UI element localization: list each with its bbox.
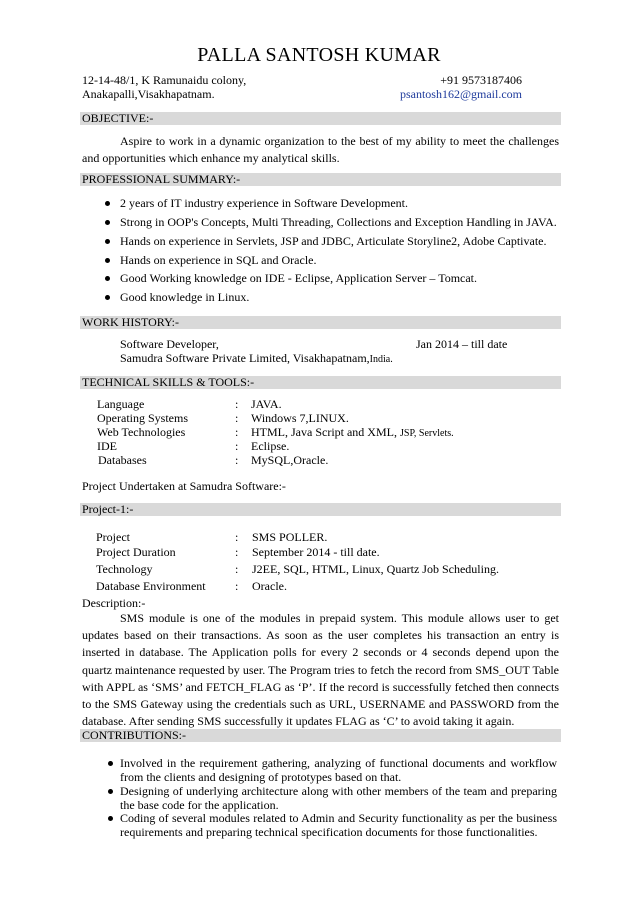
bullet-icon — [105, 201, 110, 206]
company-country: India. — [369, 354, 393, 365]
skill-label: Operating Systems — [97, 411, 188, 425]
skill-separator: : — [235, 411, 239, 425]
candidate-name: PALLA SANTOSH KUMAR — [197, 44, 441, 66]
project-value: September 2014 - till date. — [252, 545, 380, 559]
bullet-icon — [105, 239, 110, 244]
address-line-2: Anakapalli,Visakhapatnam. — [82, 87, 215, 101]
work-history-heading: WORK HISTORY:- — [80, 316, 561, 329]
project-separator: : — [235, 545, 239, 559]
project-description: SMS module is one of the modules in prepaid system. This module allows user to get updates based on their transactions. As soon as the user completes his transaction an entry is inserted in database. The Application polls for every 2 seconds or 4 seconds depend upon the quartz maintenance requested by user. The Program tries to fetch the record from SMS_OUT Table with APPL as ‘SMS’ and FETCH_FLAG as ‘P’. If the record is successfully fetched then connects to the SMS Gateway using the credentials such as URL, USERNAME and PASSWORD from the database. After sending SMS successfully it updates FLAG as ‘C’ to avoid taking it again. — [82, 611, 559, 729]
skills-heading: TECHNICAL SKILLS & TOOLS:- — [80, 376, 561, 389]
skill-value: HTML, Java Script and XML, JSP, Servlets. — [251, 425, 454, 439]
project-heading: Project-1:- — [80, 503, 561, 516]
project-label: Project Duration — [96, 545, 176, 559]
skill-separator: : — [235, 453, 239, 467]
email-link[interactable]: psantosh162@gmail.com — [399, 87, 522, 101]
bullet-icon — [105, 220, 110, 225]
skill-value: JAVA. — [251, 397, 282, 411]
resume-page: PALLA SANTOSH KUMAR 12-14-48/1, K Ramunaidu colony, Anakapalli,Visakhapatnam. +91 9573187406 psantosh162@gmail.com OBJECTIVE:- Aspire to work in a dynamic organization to the best of my ability to meet the challenges and opportunities which enhance my analytical skills. PROFESSIONAL SUMMARY:- 2 years of IT industry experience in Software Development. Strong in OOP's Concepts, Multi Threading, Collections and Exception Handling in JAVA. Hands on experience in Servlets, JSP and JDBC, Articulate Storyline2, Adobe Captivate. Hands on experience in SQL and Oracle. Good Working knowledge on IDE - Eclipse, Application Server – Tomcat. Good knowledge in Linux. WORK HISTORY:- Software Developer, Jan 2014 – till date Samudra Software Private Limited, Visakhapatnam,India. TECHNICAL SKILLS & TOOLS:- Language : JAVA. Operating Systems : Windows 7,LINUX. Web Technologies : HTML, Java Script and XML, JSP, Servlets. IDE : Eclipse. Databases : MySQL,Oracle. Project Undertaken at Samudra Software:- Project-1:- Project : SMS POLLER. Project Duration : September 2014 - till date. Technology : J2EE, SQL, HTML, Linux, Quartz Job Scheduling. Database Environment : Oracle. Description:- SMS module is one of the modules in prepaid system. This module allows user to get updates based on their transactions. As soon as the user completes his transaction an entry is inserted in database. The Application polls for every 2 seconds or 4 seconds depend upon the quartz maintenance requested by user. The Program tries to fetch the record from SMS_OUT Table with APPL as ‘SMS’ and FETCH_FLAG as ‘P’. If the record is successfully fetched then connects to the SMS Gateway using the credentials such as URL, USERNAME and PASSWORD from the database. After sending SMS successfully it updates FLAG as ‘C’ to avoid taking it again. CONTRIBUTIONS:- Involved in the requirement gathering, analyzing of functional documents and workflow from the clients and designing of prototypes based on that. Designing of underlying architecture along with other members of the team and preparing the base code for the application. Coding of several modules related to Admin and Security functionality as per the business requirements and preparing technical specification documents for those functionalities. — [0, 0, 638, 903]
skill-value: MySQL,Oracle. — [251, 453, 329, 467]
bullet-icon — [105, 276, 110, 281]
skill-label: Language — [97, 397, 145, 411]
skill-separator: : — [235, 425, 239, 439]
project-intro: Project Undertaken at Samudra Software:- — [82, 479, 286, 493]
skill-value: Windows 7,LINUX. — [251, 411, 349, 425]
bullet-icon — [108, 761, 113, 766]
objective-text: Aspire to work in a dynamic organization to the best of my ability to meet the challenges and opportunities which enhance my analytical skills. — [82, 134, 559, 165]
company-name: Samudra Software Private Limited, Visakhapatnam, — [120, 351, 370, 365]
bullet-icon — [108, 816, 113, 821]
project-separator: : — [235, 562, 239, 576]
summary-heading: PROFESSIONAL SUMMARY:- — [80, 173, 561, 186]
skill-separator: : — [235, 397, 239, 411]
address-line-1: 12-14-48/1, K Ramunaidu colony, — [82, 73, 247, 87]
skill-separator: : — [235, 439, 239, 453]
bullet-icon — [108, 789, 113, 794]
project-separator: : — [235, 579, 239, 593]
skill-label: Databases — [98, 453, 147, 467]
skill-label: IDE — [97, 439, 117, 453]
work-dates: Jan 2014 – till date — [416, 337, 508, 351]
skill-value: Eclipse. — [251, 439, 290, 453]
work-role: Software Developer, — [120, 337, 219, 351]
description-label: Description:- — [82, 596, 146, 610]
work-company — [120, 351, 393, 366]
contributions-heading: CONTRIBUTIONS:- — [80, 729, 561, 742]
project-value: SMS POLLER. — [252, 530, 328, 544]
phone-number: +91 9573187406 — [440, 73, 522, 87]
skill-label: Web Technologies — [97, 425, 186, 439]
project-label: Project — [96, 530, 130, 544]
objective-heading: OBJECTIVE:- — [80, 112, 561, 125]
bullet-icon — [105, 295, 110, 300]
project-label: Database Environment — [96, 579, 206, 593]
project-separator: : — [235, 530, 239, 544]
bullet-icon — [105, 258, 110, 263]
project-label: Technology — [96, 562, 153, 576]
project-value: J2EE, SQL, HTML, Linux, Quartz Job Scheduling. — [252, 562, 499, 576]
project-value: Oracle. — [252, 579, 287, 593]
